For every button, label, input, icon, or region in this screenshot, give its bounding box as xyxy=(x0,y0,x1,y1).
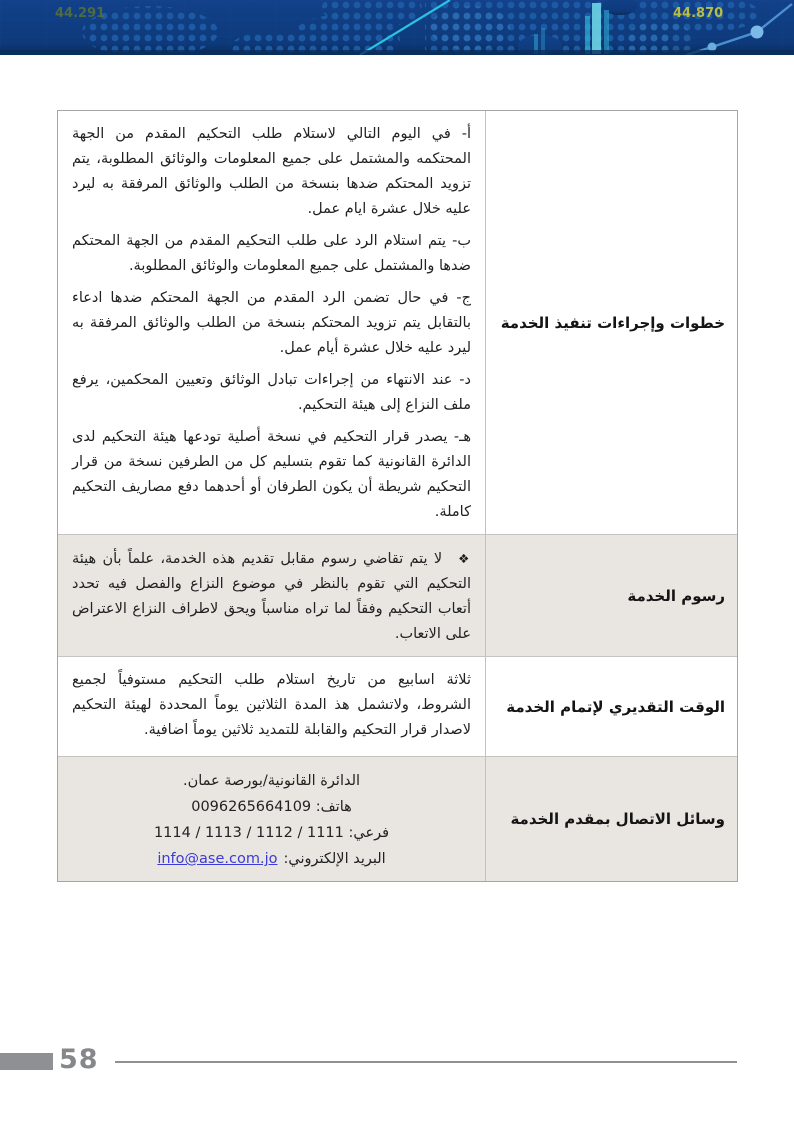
index-value-right: 44.870 xyxy=(673,6,724,21)
row-label-steps xyxy=(485,111,737,535)
procedure-step-a: أ- في اليوم التالي لاستلام طلب التحكيم المقدم من الجهة المحتكمه والمشتمل على جميع المعلومات والوثائق المطلوبة، يتم تزويد المحتكم ضدها بنسخة من الطلب والوثائق المرفقة به ليرد عليه خلال عشرة ايام عمل. xyxy=(72,126,471,217)
footer-accent-block xyxy=(0,1053,53,1070)
contact-phone: هاتف: 0096265664109 xyxy=(191,799,352,815)
diamond-bullet-icon: ❖ xyxy=(458,551,471,566)
index-value-left: 44.291 xyxy=(55,6,106,21)
footer-rule xyxy=(115,1061,737,1063)
contact-extensions: فرعي: 1111 / 1112 / 1113 / 1114 xyxy=(153,825,390,841)
procedure-step-e: هـ- يصدر قرار التحكيم في نسخة أصلية تودعها هيئة التحكيم لدى الدائرة القانونية كما تقوم بتسليم كل من الطرفين نسخة من قرار التحكيم شريطة أن يكون الطرفان أو أحدهما دفع مصاريف التحكيم كاملة. xyxy=(72,429,471,520)
email-link[interactable]: info@ase.com.jo xyxy=(157,851,278,867)
service-table xyxy=(57,110,738,882)
row-content-contact xyxy=(58,757,485,881)
label-text-fees: رسوم الخدمة xyxy=(627,586,725,605)
row-content-steps xyxy=(58,111,485,535)
contact-email-line xyxy=(72,846,471,872)
header-banner xyxy=(0,0,794,55)
row-label-time xyxy=(485,657,737,757)
banner-graphic xyxy=(0,0,794,55)
label-text-contact: وسائل الاتصال بمقدم الخدمة xyxy=(510,810,725,828)
procedure-step-d: د- عند الانتهاء من إجراءات تبادل الوثائق وتعيين المحكمين، يرفع ملف النزاع إلى هيئة التحكيم. xyxy=(72,372,471,413)
page-number: 58 xyxy=(59,1044,99,1075)
row-label-fees xyxy=(485,535,737,657)
email-label: البريد الإلكتروني: xyxy=(283,851,386,867)
row-content-time xyxy=(58,657,485,757)
contact-department: الدائرة القانونية/بورصة عمان. xyxy=(182,773,361,789)
label-text-steps: خطوات وإجراءات تنفيذ الخدمة xyxy=(500,313,725,332)
fees-text: لا يتم تقاضي رسوم مقابل تقديم هذه الخدمة، علماً بأن هيئة التحكيم التي تقوم بالنظر في موضوع النزاع والفصل فيه تحدد أتعاب التحكيم وفقاً لما تراه مناسباً ويحق لاطراف النزاع الاعتراض على الاتعاب. xyxy=(72,551,471,642)
row-content-fees xyxy=(58,535,485,657)
label-text-time: الوقت التقديري لإتمام الخدمة xyxy=(506,697,725,716)
fees-paragraph xyxy=(72,546,471,647)
procedure-step-b: ب- يتم استلام الرد على طلب التحكيم المقدم من الجهة المحتكم ضدها والمشتمل على جميع المعلومات والوثائق المطلوبة. xyxy=(72,233,471,274)
time-text: ثلاثة اسابيع من تاريخ استلام طلب التحكيم مستوفياً لجميع الشروط، ولاتشمل هذ المدة الثلاثين يوماً المحددة لهيئة التحكيم لاصدار قرار التحكيم والقابلة للتمديد ثلاثين يوماً اضافية. xyxy=(72,672,471,738)
row-label-contact xyxy=(485,757,737,881)
procedure-step-c: ج- في حال تضمن الرد المقدم من الجهة المحتكم ضدها ادعاء بالتقابل يتم تزويد المحتكم بنسخة من الطلب والوثائق المرفقة به ليرد عليه خلال عشرة أيام عمل. xyxy=(72,290,471,356)
